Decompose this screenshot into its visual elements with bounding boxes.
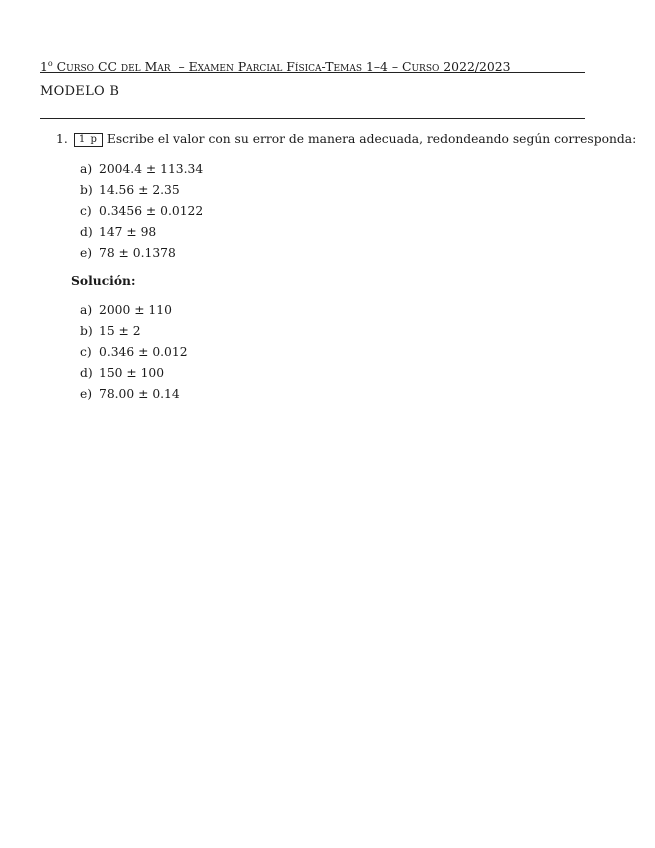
item-value: 2004.4 ± 113.34: [99, 162, 204, 176]
item-label: b): [80, 183, 93, 197]
item-value: 2000 ± 110: [99, 303, 172, 317]
points-box: 1 p: [74, 133, 103, 147]
item-value: 78.00 ± 0.14: [99, 387, 180, 401]
course-number: 1: [40, 59, 48, 75]
list-item: [80, 203, 203, 224]
question-number: 1.: [56, 132, 68, 146]
item-value: 15 ± 2: [99, 324, 141, 338]
item-value: 14.56 ± 2.35: [99, 183, 180, 197]
question-items: [80, 161, 203, 266]
item-label: c): [80, 345, 92, 359]
item-label: d): [80, 366, 93, 380]
item-label: e): [80, 246, 93, 260]
item-value: 0.346 ± 0.012: [99, 345, 188, 359]
list-item: [80, 365, 188, 386]
item-value: 78 ± 0.1378: [99, 246, 176, 260]
item-value: 150 ± 100: [99, 366, 165, 380]
course-name: Curso CC del Mar: [56, 59, 171, 75]
item-label: c): [80, 204, 92, 218]
page-header: [40, 56, 585, 73]
item-label: e): [80, 387, 93, 401]
item-label: a): [80, 162, 93, 176]
list-item: [80, 245, 203, 266]
list-item: [80, 302, 188, 323]
question-1: [56, 131, 637, 147]
item-label: b): [80, 324, 93, 338]
list-item: [80, 224, 203, 245]
list-item: [80, 161, 203, 182]
model-label: MODELO B: [40, 84, 585, 119]
item-label: d): [80, 225, 93, 239]
ordinal-indicator: o: [47, 59, 53, 68]
item-value: 0.3456 ± 0.0122: [99, 204, 204, 218]
solution-title: Solución:: [71, 273, 136, 288]
item-value: 147 ± 98: [99, 225, 157, 239]
list-item: [80, 386, 188, 407]
list-item: [80, 344, 188, 365]
exam-title: – Examen Parcial Física-Temas 1–4 – Curso 2022/2023: [178, 59, 511, 75]
list-item: [80, 323, 188, 344]
item-label: a): [80, 303, 93, 317]
solution-items: [80, 302, 188, 407]
question-text: Escribe el valor con su error de manera adecuada, redondeando según corresponda:: [106, 132, 637, 146]
list-item: [80, 182, 203, 203]
